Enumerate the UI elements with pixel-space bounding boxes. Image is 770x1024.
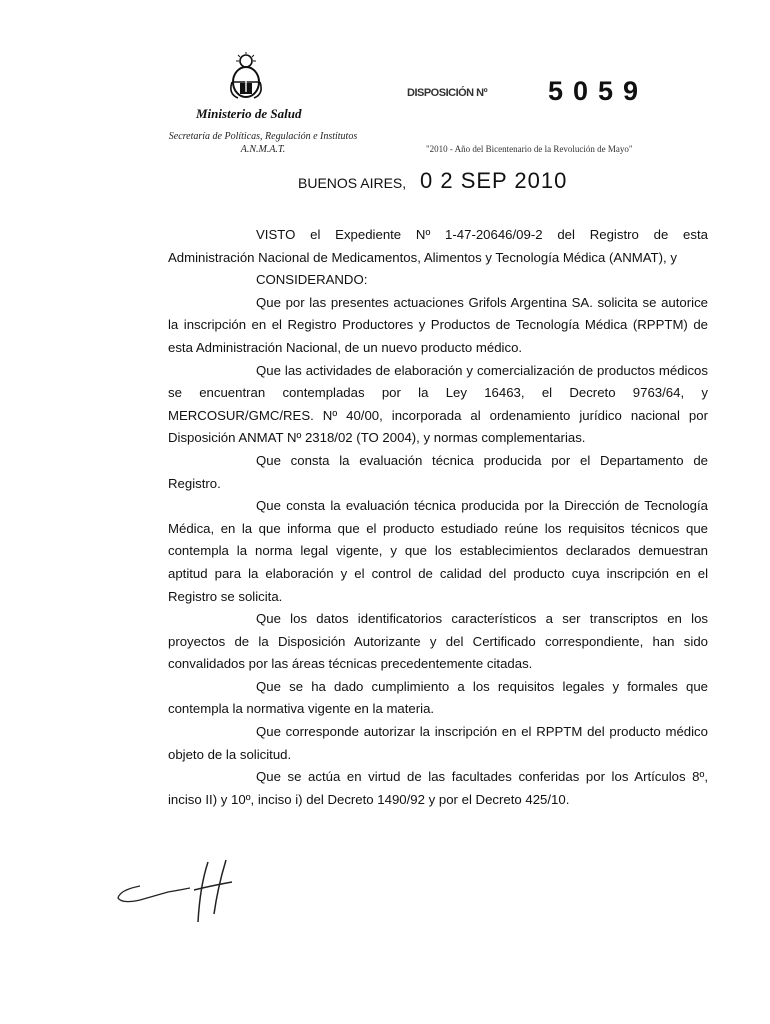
- year-motto: "2010 - Año del Bicentenario de la Revolución de Mayo": [426, 144, 633, 154]
- considerando-heading: CONSIDERANDO:: [256, 272, 368, 288]
- date-stamp: 0 2 SEP 2010: [420, 168, 568, 193]
- considerando-paragraph: Que por las presentes actuaciones Grifols Argentina SA. solicita se autorice la inscripción en el Registro Productores y Productos de Tecnología Médica (RPPTM) de esta Administración Nacional, de un nuevo producto médico.: [168, 294, 708, 355]
- secretaria-block: [150, 130, 376, 156]
- visto-paragraph: VISTO el Expediente Nº 1-47-20646/09-2 del Registro de esta Administración Nacional de Medicamentos, Alimentos y Tecnología Médica (ANMAT), y: [168, 227, 708, 265]
- considerando-paragraph: Que corresponde autorizar la inscripción en el RPPTM del producto médico objeto de la solicitud.: [168, 724, 708, 762]
- disposition-label: DISPOSICIÓN Nº: [407, 87, 488, 99]
- ministry-name: Ministerio de Salud: [196, 106, 302, 121]
- considerando-paragraph: Que las actividades de elaboración y comercialización de productos médicos se encuentran contempladas por la Ley 16463, el Decreto 9763/64, y MERCOSUR/GMC/RES. Nº 40/00, incorporada al ordenamiento jurídico nacional por Disposición ANMAT Nº 2318/02 (TO 2004), y normas complementarias.: [168, 362, 708, 446]
- coat-of-arms-icon: [226, 52, 266, 102]
- considerando-paragraph: Que se actúa en virtud de las facultades conferidas por los Artículos 8º, inciso II) y 10º, inciso i) del Decreto 1490/92 y por el Decreto 425/10.: [168, 769, 708, 807]
- considerando-paragraph: Que consta la evaluación técnica producida por el Departamento de Registro.: [168, 452, 708, 491]
- considerando-paragraph: Que se ha dado cumplimiento a los requisitos legales y formales que contempla la normativa vigente en la materia.: [168, 678, 708, 717]
- secretaria-line: A.N.M.A.T.: [240, 144, 286, 155]
- considerando-paragraph: Que consta la evaluación técnica producida por la Dirección de Tecnología Médica, en la que informa que el producto estudiado reúne los requisitos técnicos que contempla la norma legal vigente, y que los establecimientos declarados demuestran aptitud para la elaboración y el control de calidad del producto cuya inscripción en el Registro se solicita.: [168, 498, 708, 604]
- handwritten-initials: [110, 856, 250, 926]
- considerando-paragraph: Que los datos identificatorios característicos a ser transcriptos en los proyectos de la Disposición Autorizante y del Certificado correspondiente, han sido convalidados por las áreas técnicas precedentemente citadas.: [168, 611, 708, 672]
- disposition-number: 5059: [548, 76, 649, 106]
- document-body: [168, 224, 708, 811]
- secretaria-line: Secretaría de Políticas, Regulación e Institutos: [168, 131, 358, 142]
- date-place: BUENOS AIRES,: [298, 175, 407, 191]
